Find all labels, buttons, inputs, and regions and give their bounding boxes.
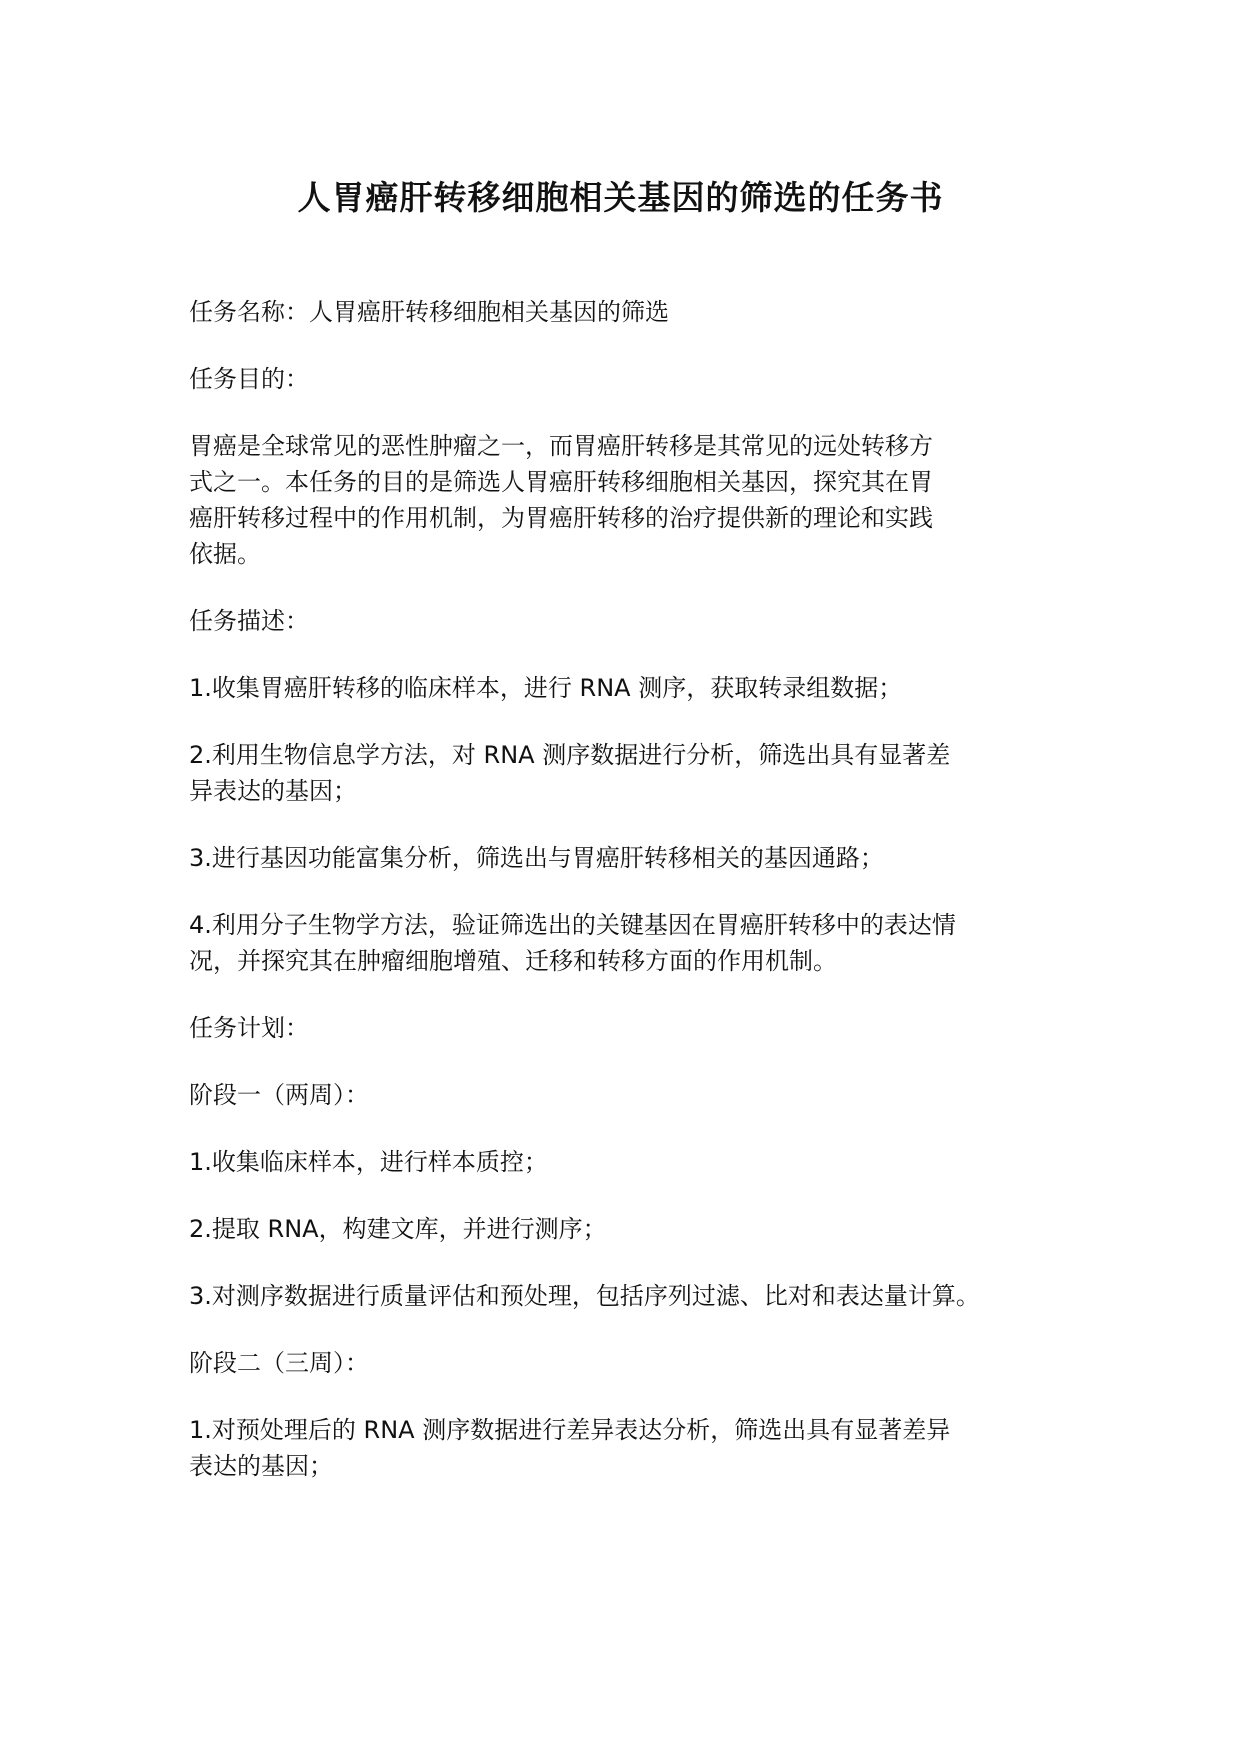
text-line: 3.进行基因功能富集分析，筛选出与胃癌肝转移相关的基因通路；	[189, 844, 884, 872]
text-line: 胃癌是全球常见的恶性肿瘤之一，而胃癌肝转移是其常见的远处转移方	[189, 432, 933, 460]
description-item-4	[189, 907, 1069, 979]
text-line: 况，并探究其在肿瘤细胞增殖、迁移和转移方面的作用机制。	[189, 947, 837, 975]
text-line: 依据。	[189, 540, 261, 568]
text-line: 任务计划：	[189, 1014, 309, 1042]
text-line: 4.利用分子生物学方法，验证筛选出的关键基因在胃癌肝转移中的表达情	[189, 911, 956, 939]
task-plan-heading	[189, 1010, 1069, 1046]
description-item-1	[189, 670, 1069, 706]
text-line: 式之一。本任务的目的是筛选人胃癌肝转移细胞相关基因，探究其在胃	[189, 468, 933, 496]
stage-two-item-1	[189, 1412, 1069, 1484]
text-line: 癌肝转移过程中的作用机制，为胃癌肝转移的治疗提供新的理论和实践	[189, 504, 933, 532]
stage-two-heading	[189, 1345, 1069, 1381]
task-purpose-paragraph	[189, 428, 1069, 572]
text-line: 3.对测序数据进行质量评估和预处理，包括序列过滤、比对和表达量计算。	[189, 1282, 980, 1310]
text-line: 任务目的：	[189, 365, 309, 393]
text-line: 阶段二（三周）：	[189, 1349, 369, 1377]
stage-one-item-3	[189, 1278, 1069, 1314]
task-description-heading	[189, 603, 1069, 639]
task-purpose-heading	[189, 361, 1069, 397]
task-name-paragraph	[189, 294, 1069, 330]
document-body	[189, 294, 1069, 1515]
text-line: 异表达的基因；	[189, 777, 357, 805]
text-line: 2.利用生物信息学方法，对 RNA 测序数据进行分析，筛选出具有显著差	[189, 741, 951, 769]
text-line: 1.对预处理后的 RNA 测序数据进行差异表达分析，筛选出具有显著差异	[189, 1416, 951, 1444]
stage-one-item-1	[189, 1144, 1069, 1180]
text-line: 表达的基因；	[189, 1452, 333, 1480]
stage-one-heading	[189, 1077, 1069, 1113]
description-item-2	[189, 737, 1069, 809]
text-line: 任务描述：	[189, 607, 309, 635]
text-line: 2.提取 RNA，构建文库，并进行测序；	[189, 1215, 607, 1243]
text-line: 1.收集临床样本，进行样本质控；	[189, 1148, 548, 1176]
text-line: 任务名称：人胃癌肝转移细胞相关基因的筛选	[189, 298, 669, 326]
description-item-3	[189, 840, 1069, 876]
stage-one-item-2	[189, 1211, 1069, 1247]
text-line: 阶段一（两周）：	[189, 1081, 369, 1109]
document-title: 人胃癌肝转移细胞相关基因的筛选的任务书	[297, 178, 944, 217]
text-line: 1.收集胃癌肝转移的临床样本，进行 RNA 测序，获取转录组数据；	[189, 674, 903, 702]
